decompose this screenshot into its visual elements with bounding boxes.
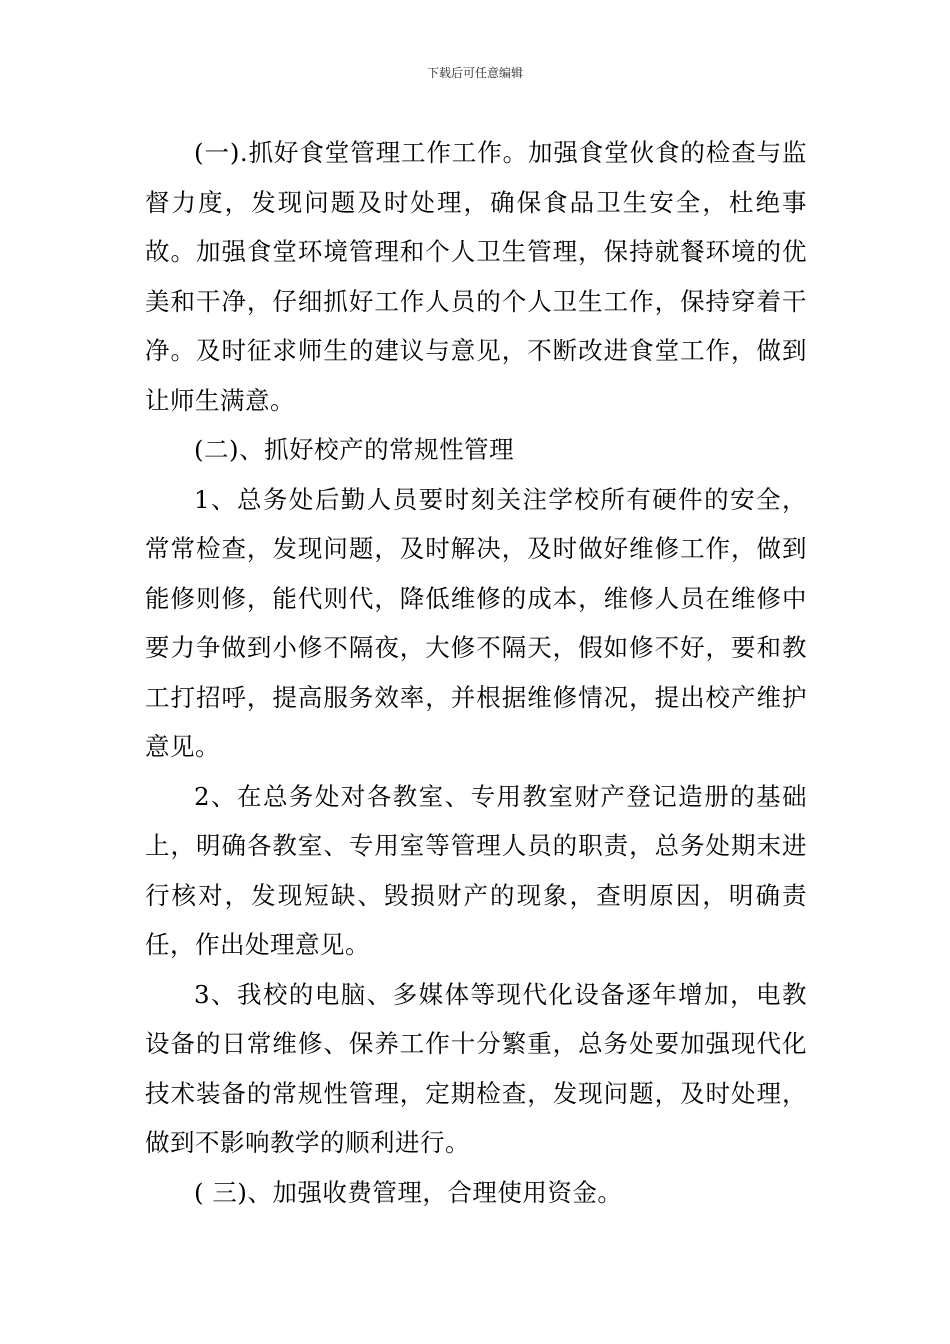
paragraph-heading-school-property: (二)、抓好校产的常规性管理 [194, 435, 515, 464]
paragraph-heading-fees: ( 三)、加强收费管理，合理使用资金。 [194, 1177, 623, 1207]
paragraph-item-2: 2、在总务处对各教室、专用教室财产登记造册的基础上，明确各教室、专用室等管理人员的职责，总务处期末进行核对，发现短缺、毁损财产的现象，查明原因，明确责任，作出处理意见。 [145, 781, 807, 959]
document-body [145, 128, 807, 1217]
page-header: 下载后可任意编辑 [426, 66, 523, 80]
paragraph-canteen-management: (一).抓好食堂管理工作工作。加强食堂伙食的检查与监督力度，发现问题及时处理，确保食品卫生安全，杜绝事故。加强食堂环境管理和个人卫生管理，保持就餐环境的优美和干净，仔细抓好工作人员的个人卫生工作，保持穿着干净。及时征求师生的建议与意见，不断改进食堂工作，做到让师生满意。 [145, 138, 807, 415]
paragraph-item-1: 1、总务处后勤人员要时刻关注学校所有硬件的安全，常常检查，发现问题，及时解决，及时做好维修工作，做到能修则修，能代则代，降低维修的成本，维修人员在维修中要力争做到小修不隔夜，大修不隔天，假如修不好，要和教工打招呼，提高服务效率，并根据维修情况，提出校产维护意见。 [145, 484, 807, 761]
paragraph-item-3: 3、我校的电脑、多媒体等现代化设备逐年增加，电教设备的日常维修、保养工作十分繁重，总务处要加强现代化技术装备的常规性管理，定期检查，发现问题，及时处理，做到不影响教学的顺利进行。 [145, 979, 807, 1157]
